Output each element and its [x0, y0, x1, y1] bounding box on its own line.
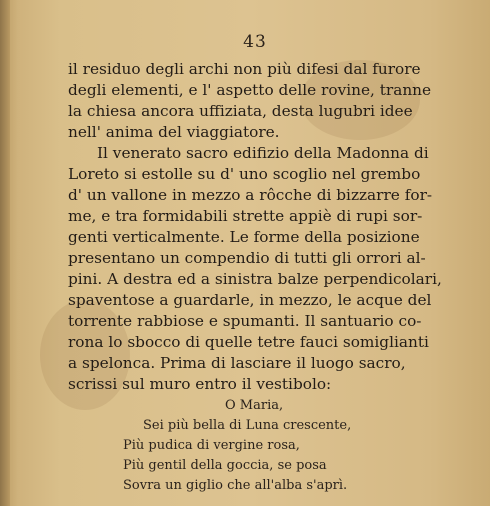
- poem-line: O Maria,: [225, 398, 284, 413]
- text-line: presentano un compendio di tutti gli orrori al-: [68, 249, 426, 267]
- text-line: la chiesa ancora uffiziata, desta lugubri idee: [68, 102, 413, 120]
- text-line: il residuo degli archi non più difesi dal furore: [68, 60, 421, 78]
- poem-line: Sovra un giglio che all'alba s'aprì.: [123, 478, 348, 493]
- binding-gutter: [0, 0, 10, 506]
- text-line: pini. A destra ed a sinistra balze perpendicolari,: [68, 270, 442, 288]
- text-line: nell' anima del viaggiatore.: [68, 123, 280, 141]
- text-line: d' un vallone in mezzo a rôcche di bizzarre for-: [68, 186, 433, 204]
- text-line: scrissi sul muro entro il vestibolo:: [68, 375, 332, 393]
- text-line: genti verticalmente. Le forme della posizione: [68, 228, 420, 246]
- text-line: degli elementi, e l' aspetto delle rovine, tranne: [68, 81, 432, 99]
- text-line: Il venerato sacro edifizio della Madonna di: [97, 144, 429, 162]
- poem-line: Sei più bella di Luna crescente,: [143, 418, 352, 433]
- text-line: rona lo sbocco di quelle tetre fauci somiglianti: [68, 333, 429, 351]
- text-line: a spelonca. Prima di lasciare il luogo sacro,: [68, 354, 406, 372]
- text-line: spaventose a guardarle, in mezzo, le acque del: [68, 291, 432, 309]
- page-number: 43: [243, 32, 267, 52]
- text-line: Loreto si estolle su d' uno scoglio nel grembo: [68, 165, 421, 183]
- text-line: torrente rabbiose e spumanti. Il santuario co-: [68, 312, 422, 330]
- poem-line: Più gentil della goccia, se posa: [123, 458, 327, 473]
- poem-line: Più pudica di vergine rosa,: [123, 438, 300, 453]
- text-line: me, e tra formidabili strette appiè di rupi sor-: [68, 207, 423, 225]
